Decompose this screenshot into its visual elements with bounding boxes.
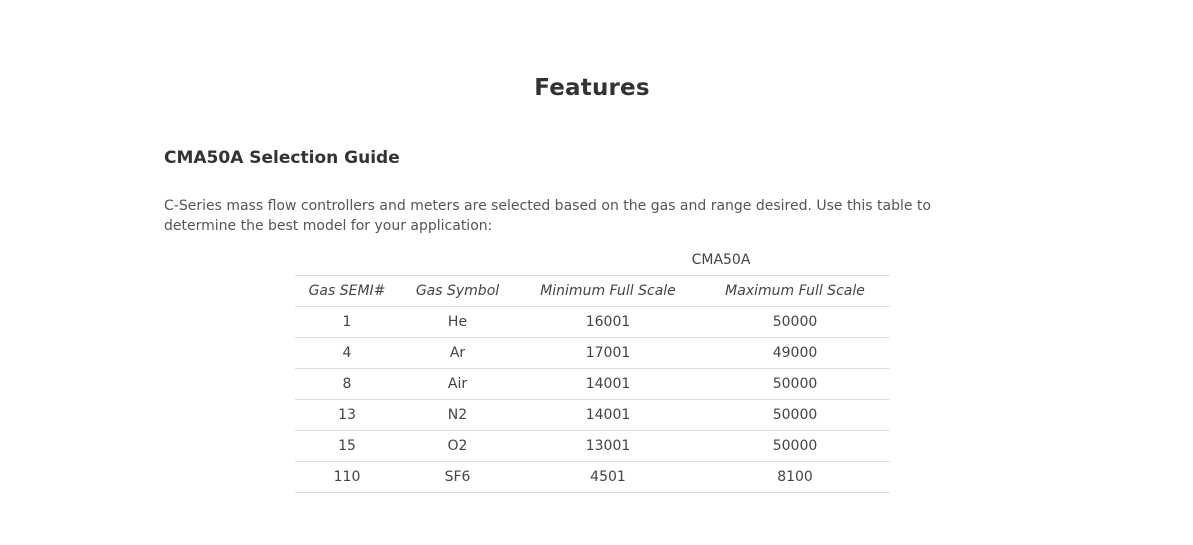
intro-paragraph: C-Series mass flow controllers and meters are selected based on the gas and range desired. Use this table to determine the best model for your application: — [164, 198, 931, 234]
group-header-label: CMA50A — [691, 252, 751, 268]
cell-gas-semi: 110 — [295, 462, 399, 493]
table-row — [295, 369, 890, 400]
cell-gas-semi: 4 — [295, 338, 399, 369]
table-row — [295, 431, 890, 462]
table-row — [295, 307, 890, 338]
column-header-gas-symbol: Gas Symbol — [399, 276, 516, 307]
table-row — [295, 400, 890, 431]
cell-max-full-scale: 50000 — [700, 400, 890, 431]
cell-min-full-scale: 13001 — [516, 431, 700, 462]
group-header-row — [295, 245, 890, 276]
cell-min-full-scale: 16001 — [516, 307, 700, 338]
cell-gas-semi: 15 — [295, 431, 399, 462]
cell-min-full-scale: 17001 — [516, 338, 700, 369]
cell-gas-semi: 13 — [295, 400, 399, 431]
cell-gas-symbol: Ar — [399, 338, 516, 369]
selection-table-container — [295, 245, 890, 493]
column-header-min-full-scale: Minimum Full Scale — [516, 276, 700, 307]
cell-min-full-scale: 4501 — [516, 462, 700, 493]
cell-max-full-scale: 50000 — [700, 307, 890, 338]
cell-min-full-scale: 14001 — [516, 369, 700, 400]
group-header-empty — [399, 245, 516, 276]
selection-table — [295, 245, 890, 493]
cell-gas-semi: 8 — [295, 369, 399, 400]
page-title: Features — [534, 75, 650, 101]
section-heading: CMA50A Selection Guide — [164, 148, 400, 168]
column-header-max-full-scale: Maximum Full Scale — [700, 276, 890, 307]
column-header-row — [295, 276, 890, 307]
group-header-empty — [295, 245, 399, 276]
cell-max-full-scale: 8100 — [700, 462, 890, 493]
cell-gas-symbol: Air — [399, 369, 516, 400]
cell-gas-semi: 1 — [295, 307, 399, 338]
cell-max-full-scale: 50000 — [700, 431, 890, 462]
cell-min-full-scale: 14001 — [516, 400, 700, 431]
table-row — [295, 462, 890, 493]
cell-gas-symbol: O2 — [399, 431, 516, 462]
column-header-gas-semi: Gas SEMI# — [295, 276, 399, 307]
cell-gas-symbol: N2 — [399, 400, 516, 431]
cell-max-full-scale: 50000 — [700, 369, 890, 400]
cell-max-full-scale: 49000 — [700, 338, 890, 369]
table-row — [295, 338, 890, 369]
cell-gas-symbol: He — [399, 307, 516, 338]
group-header-cma50a — [516, 245, 890, 276]
cell-gas-symbol: SF6 — [399, 462, 516, 493]
